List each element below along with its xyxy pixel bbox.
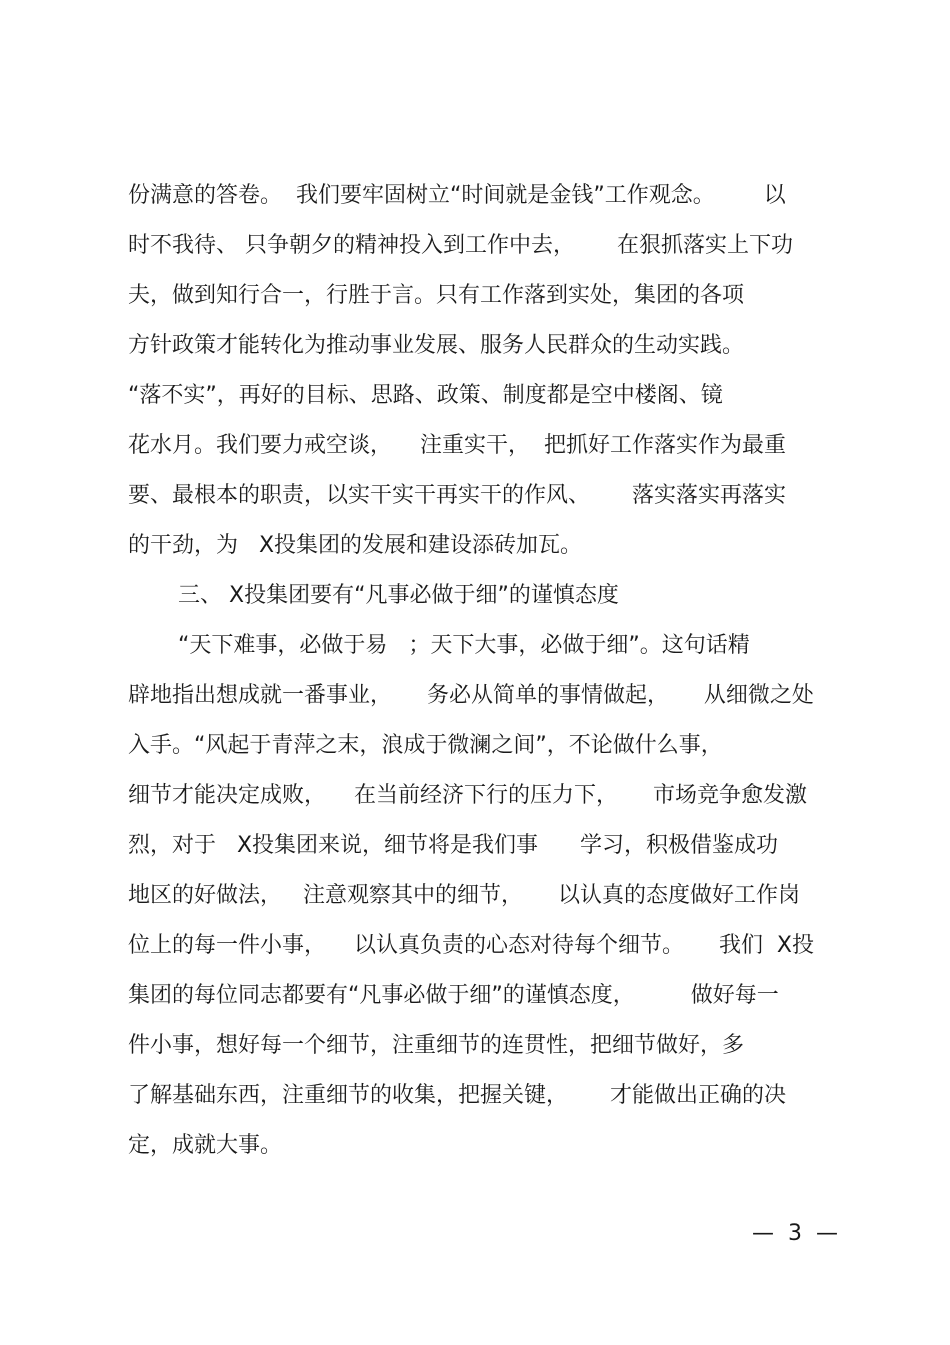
paragraph-2-line-4: 细节才能决定成败， 在当前经济下行的压力下， 市场竞争愈发激 [128, 783, 807, 808]
paragraph-2-line-5: 烈，对于 X投集团来说，细节将是我们事 学习，积极借鉴成功 [128, 833, 779, 858]
paragraph-1-line-6: 花水月。我们要力戒空谈， 注重实干， 把抓好工作落实作为最重 [128, 433, 786, 458]
paragraph-2-line-6: 地区的好做法， 注意观察其中的细节， 以认真的态度做好工作岗 [128, 883, 800, 908]
section-heading: 三、 X投集团要有“凡事必做于细”的谨慎态度 [178, 583, 619, 608]
paragraph-2-line-2: 辟地指出想成就一番事业， 务必从简单的事情做起， 从细微之处 [128, 683, 814, 708]
paragraph-2-line-7: 位上的每一件小事， 以认真负责的心态对待每个细节。 我们 X投 [128, 933, 814, 958]
paragraph-1-line-1: 份满意的答卷。 我们要牢固树立“时间就是金钱”工作观念。 以 [128, 183, 786, 208]
page-number: — 3 — [752, 1221, 838, 1246]
paragraph-2-line-8: 集团的每位同志都要有“凡事必做于细”的谨慎态度， 做好每一 [128, 983, 779, 1008]
paragraph-1-line-3: 夫，做到知行合一，行胜于言。只有工作落到实处，集团的各项 [128, 283, 745, 308]
paragraph-1-line-4: 方针政策才能转化为推动事业发展、服务人民群众的生动实践。 [128, 333, 745, 358]
paragraph-1-line-5: “落不实”，再好的目标、思路、政策、制度都是空中楼阁、镜 [128, 383, 723, 408]
paragraph-1-line-2: 时不我待、 只争朝夕的精神投入到工作中去， 在狠抓落实上下功 [128, 233, 793, 258]
paragraph-2-line-10: 了解基础东西，注重细节的收集，把握关键， 才能做出正确的决 [128, 1083, 786, 1108]
paragraph-1-line-8: 的干劲，为 X投集团的发展和建设添砖加瓦。 [128, 533, 583, 558]
paragraph-2-line-11: 定，成就大事。 [128, 1133, 283, 1158]
paragraph-2-line-9: 件小事，想好每一个细节，注重细节的连贯性，把细节做好，多 [128, 1033, 745, 1058]
paragraph-2-line-3: 入手。“风起于青萍之末，浪成于微澜之间”，不论做什么事， [128, 733, 723, 758]
paragraph-2-line-1: “天下难事，必做于易 ；天下大事，必做于细”。这句话精 [178, 633, 750, 658]
paragraph-1-line-7: 要、最根本的职责，以实干实干再实干的作风、 落实落实再落实 [128, 483, 786, 508]
